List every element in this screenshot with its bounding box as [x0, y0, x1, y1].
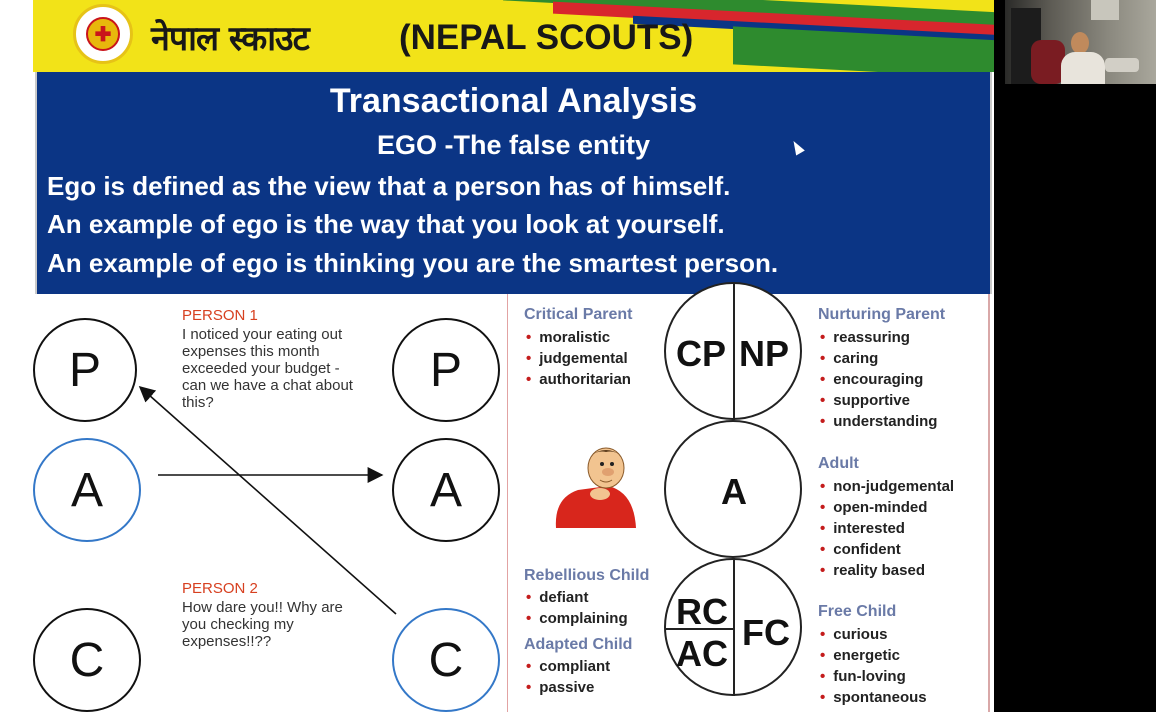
adapted-child-item: • compliant — [526, 658, 610, 675]
person2-child-state: C — [392, 608, 500, 712]
rebellious-child-title: Rebellious Child — [524, 567, 650, 584]
free-child-item: • energetic — [820, 647, 900, 664]
free-child-item: • fun-loving — [820, 668, 906, 685]
nurturing-parent-item: • encouraging — [820, 371, 923, 388]
critical-parent-item: • authoritarian — [526, 371, 631, 388]
ego-definition-line-2: An example of ego is the way that you look at yourself. — [47, 209, 725, 239]
person1-parent-state: P — [33, 318, 137, 422]
adult-item: • open-minded — [820, 499, 927, 516]
critical-parent-item: • judgemental — [526, 350, 628, 367]
adult-item: • reality based — [820, 562, 925, 579]
nepal-scouts-emblem-icon: ✚ — [73, 4, 133, 64]
free-child-item: • spontaneous — [820, 689, 927, 706]
nurturing-parent-item: • caring — [820, 350, 878, 367]
nepali-title: नेपाल स्काउट — [151, 19, 309, 59]
adult-title: Adult — [818, 455, 859, 472]
rebellious-child-item: • defiant — [526, 589, 588, 606]
free-child-item: • curious — [820, 626, 887, 643]
english-title: (NEPAL SCOUTS) — [399, 18, 694, 57]
diagram-divider — [507, 294, 508, 712]
nurturing-parent-item: • understanding — [820, 413, 937, 430]
slide-subtitle: EGO -The false entity — [376, 130, 651, 160]
adult-item: • interested — [820, 520, 905, 537]
child-split-line — [733, 558, 735, 696]
child-to-parent-arrow — [140, 387, 396, 614]
fc-label: FC — [742, 612, 790, 653]
participant-video-thumbnail[interactable] — [1005, 0, 1156, 84]
critical-parent-item: • moralistic — [526, 329, 610, 346]
ego-definition-line-3: An example of ego is thinking you are the smartest person. — [47, 248, 779, 278]
person2-parent-state: P — [392, 318, 500, 422]
person1-label: PERSON 1 — [182, 307, 258, 324]
critical-parent-title: Critical Parent — [524, 306, 633, 323]
slide-header — [33, 0, 994, 72]
slide-right-border — [988, 294, 990, 712]
adapted-child-title: Adapted Child — [524, 636, 633, 653]
thinking-man-illustration-icon — [548, 442, 644, 534]
person1-message: I noticed your eating out expenses this month exceeded your budget - can we have a chat about this? — [182, 326, 353, 411]
slide-title: Transactional Analysis — [329, 82, 698, 120]
rc-label: RC — [676, 591, 728, 632]
parent-split-line — [733, 282, 735, 420]
person1-adult-state: A — [33, 438, 141, 542]
participant-body — [1061, 52, 1105, 84]
ego-definition-box — [35, 72, 992, 294]
adult-item: • non-judgemental — [820, 478, 954, 495]
cp-label: CP — [676, 333, 727, 374]
adapted-child-item: • passive — [526, 679, 594, 696]
person2-adult-state: A — [392, 438, 500, 542]
rebellious-child-item: • complaining — [526, 610, 628, 627]
free-child-title: Free Child — [818, 603, 897, 620]
ego-definition-line-1: Ego is defined as the view that a person has of himself. — [47, 171, 731, 201]
person2-message: How dare you!! Why are you checking my expenses!!?? — [182, 599, 343, 650]
nurturing-parent-item: • supportive — [820, 392, 910, 409]
person1-child-state: C — [33, 608, 141, 712]
ac-label: AC — [676, 633, 728, 674]
a-label: A — [721, 471, 747, 512]
np-label: NP — [739, 333, 790, 374]
adult-item: • confident — [820, 541, 901, 558]
person2-label: PERSON 2 — [182, 580, 258, 597]
participant-face — [1071, 32, 1089, 54]
nurturing-parent-item: • reassuring — [820, 329, 910, 346]
nurturing-parent-title: Nurturing Parent — [818, 306, 946, 323]
